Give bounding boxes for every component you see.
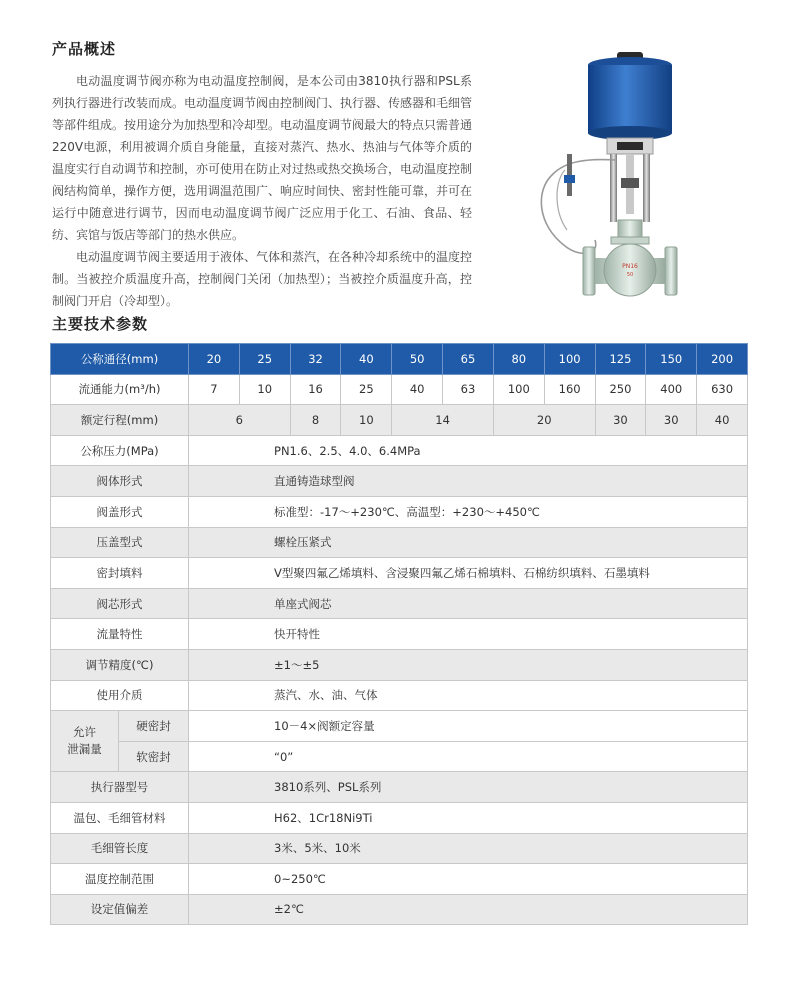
- dn-cell: 100: [544, 344, 595, 375]
- spec-label: 阀芯形式: [51, 588, 189, 619]
- stroke-cell: 6: [189, 405, 291, 436]
- spec-row: [51, 649, 748, 680]
- dn-cell: 200: [697, 344, 748, 375]
- spec-label: 温包、毛细管材料: [51, 802, 189, 833]
- leakage-label-line1: 允许: [73, 725, 96, 740]
- left-flange: [583, 247, 595, 295]
- dn-cell: 20: [189, 344, 240, 375]
- stroke-cell: 10: [341, 405, 392, 436]
- spec-value: 直通铸造球型阀: [189, 466, 748, 497]
- overview-title: 产品概述: [52, 40, 117, 58]
- kv-cell: 400: [646, 374, 697, 405]
- spec-row: [51, 435, 748, 466]
- valve-photo: [525, 50, 705, 305]
- spec-row: [51, 680, 748, 711]
- spec-row: [51, 588, 748, 619]
- stroke-cell: 30: [646, 405, 697, 436]
- spec-value: 单座式阀芯: [189, 588, 748, 619]
- kv-cell: 250: [595, 374, 646, 405]
- kv-cell: 25: [341, 374, 392, 405]
- kv-cell: 160: [544, 374, 595, 405]
- spec-value: 标准型：-17～+230℃、高温型：+230～+450℃: [189, 496, 748, 527]
- spec-label: 使用介质: [51, 680, 189, 711]
- specs-title: 主要技术参数: [52, 315, 149, 333]
- kv-row: [51, 374, 748, 405]
- spec-table: [50, 343, 748, 925]
- dn-cell: 65: [443, 344, 494, 375]
- spec-row: [51, 619, 748, 650]
- spec-value: ±2℃: [189, 894, 748, 925]
- soft-seal-value: “0”: [189, 741, 748, 772]
- stroke-cell: 40: [697, 405, 748, 436]
- spec-row: [51, 772, 748, 803]
- display-panel: [617, 142, 643, 150]
- spec-value: 快开特性: [189, 619, 748, 650]
- capillary-tube: [541, 160, 615, 254]
- spec-label: 调节精度(℃): [51, 649, 189, 680]
- spec-value: 3810系列、PSL系列: [189, 772, 748, 803]
- spec-row: [51, 466, 748, 497]
- spec-label: 阀体形式: [51, 466, 189, 497]
- kv-cell: 40: [392, 374, 443, 405]
- spec-value: H62、1Cr18Ni9Ti: [189, 802, 748, 833]
- body-marking-size: 50: [626, 272, 634, 278]
- overview-paragraph-2: 电动温度调节阀主要适用于液体、气体和蒸汽，在各种冷却系统中的温度控制。当被控介质温度升高，控制阀门关闭（加热型）；当被控介质温度升高，控制阀门开启（冷却型）。: [52, 250, 473, 308]
- leakage-soft-row: [51, 741, 748, 772]
- kv-label: 流通能力(m³/h): [51, 374, 189, 405]
- spec-value: 0~250℃: [189, 864, 748, 895]
- body-marking-pn: PN16: [622, 263, 638, 270]
- spec-value: PN1.6、2.5、4.0、6.4MPa: [189, 435, 748, 466]
- spec-label: 密封填料: [51, 558, 189, 589]
- right-flange: [665, 247, 677, 295]
- spec-row: [51, 496, 748, 527]
- spec-label: 阀盖形式: [51, 496, 189, 527]
- valve-bonnet: [618, 220, 642, 238]
- spec-value: V型聚四氟乙烯填料、含浸聚四氟乙烯石棉填料、石棉纺织填料、石墨填料: [189, 558, 748, 589]
- valve-body: [604, 244, 656, 296]
- kv-cell: 10: [239, 374, 290, 405]
- spec-row: [51, 894, 748, 925]
- soft-seal-label: 软密封: [119, 741, 189, 772]
- stroke-cell: 30: [595, 405, 646, 436]
- stroke-row: [51, 405, 748, 436]
- overview-paragraph-1: 电动温度调节阀亦称为电动温度控制阀，是本公司由3810执行器和PSL系列执行器进行改装而成。电动温度调节阀由控制阀门、执行器、传感器和毛细管等部件组成。按用途分为加热型和冷却型。电动温度调节阀最大的特点只需普通220V电源，利用被调介质自身能量，直接对蒸汽、热水、热油与气体等介质的温度实行自动调节和控制，亦可使用在防止对过热或热交换场合，电动温度控制阀结构简单，操作方便，选用调温范围广、响应时间快、密封性能可靠，并可在运行中随意进行调节，因而电动温度调节阀广泛应用于化工、石油、食品、轻纺、宾馆与饭店等部门的热水供应。: [52, 74, 473, 242]
- dn-cell: 125: [595, 344, 646, 375]
- spec-label: 公称压力(MPa): [51, 435, 189, 466]
- spec-label: 执行器型号: [51, 772, 189, 803]
- kv-cell: 7: [189, 374, 240, 405]
- stroke-cell: 8: [290, 405, 341, 436]
- dn-cell: 40: [341, 344, 392, 375]
- spec-label: 流量特性: [51, 619, 189, 650]
- spec-row: [51, 558, 748, 589]
- spec-row: [51, 802, 748, 833]
- spec-value: 蒸汽、水、油、气体: [189, 680, 748, 711]
- leakage-hard-row: [51, 711, 748, 742]
- kv-cell: 63: [443, 374, 494, 405]
- stroke-label: 额定行程(mm): [51, 405, 189, 436]
- dn-row: [51, 344, 748, 375]
- spec-value: 3米、5米、10米: [189, 833, 748, 864]
- spec-label: 温度控制范围: [51, 864, 189, 895]
- kv-cell: 630: [697, 374, 748, 405]
- leakage-label: [51, 711, 119, 772]
- leakage-label-line2: 泄漏量: [67, 742, 102, 757]
- dn-cell: 25: [239, 344, 290, 375]
- dn-cell: 150: [646, 344, 697, 375]
- kv-cell: 100: [493, 374, 544, 405]
- spec-label: 压盖型式: [51, 527, 189, 558]
- spec-row: [51, 527, 748, 558]
- stroke-cell: 14: [392, 405, 494, 436]
- spec-value: 螺栓压紧式: [189, 527, 748, 558]
- actuator-housing: [588, 65, 672, 133]
- dn-cell: 80: [493, 344, 544, 375]
- hard-seal-label: 硬密封: [119, 711, 189, 742]
- overview-text: [52, 70, 472, 312]
- spec-value: ±1～±5: [189, 649, 748, 680]
- dn-cell: 32: [290, 344, 341, 375]
- spec-row: [51, 864, 748, 895]
- kv-cell: 16: [290, 374, 341, 405]
- spec-label: 设定值偏差: [51, 894, 189, 925]
- stroke-cell: 20: [493, 405, 595, 436]
- hard-seal-value: 10－4×阀额定容量: [189, 711, 748, 742]
- dn-cell: 50: [392, 344, 443, 375]
- spec-row: [51, 833, 748, 864]
- dn-label: 公称通径(mm): [51, 344, 189, 375]
- spec-label: 毛细管长度: [51, 833, 189, 864]
